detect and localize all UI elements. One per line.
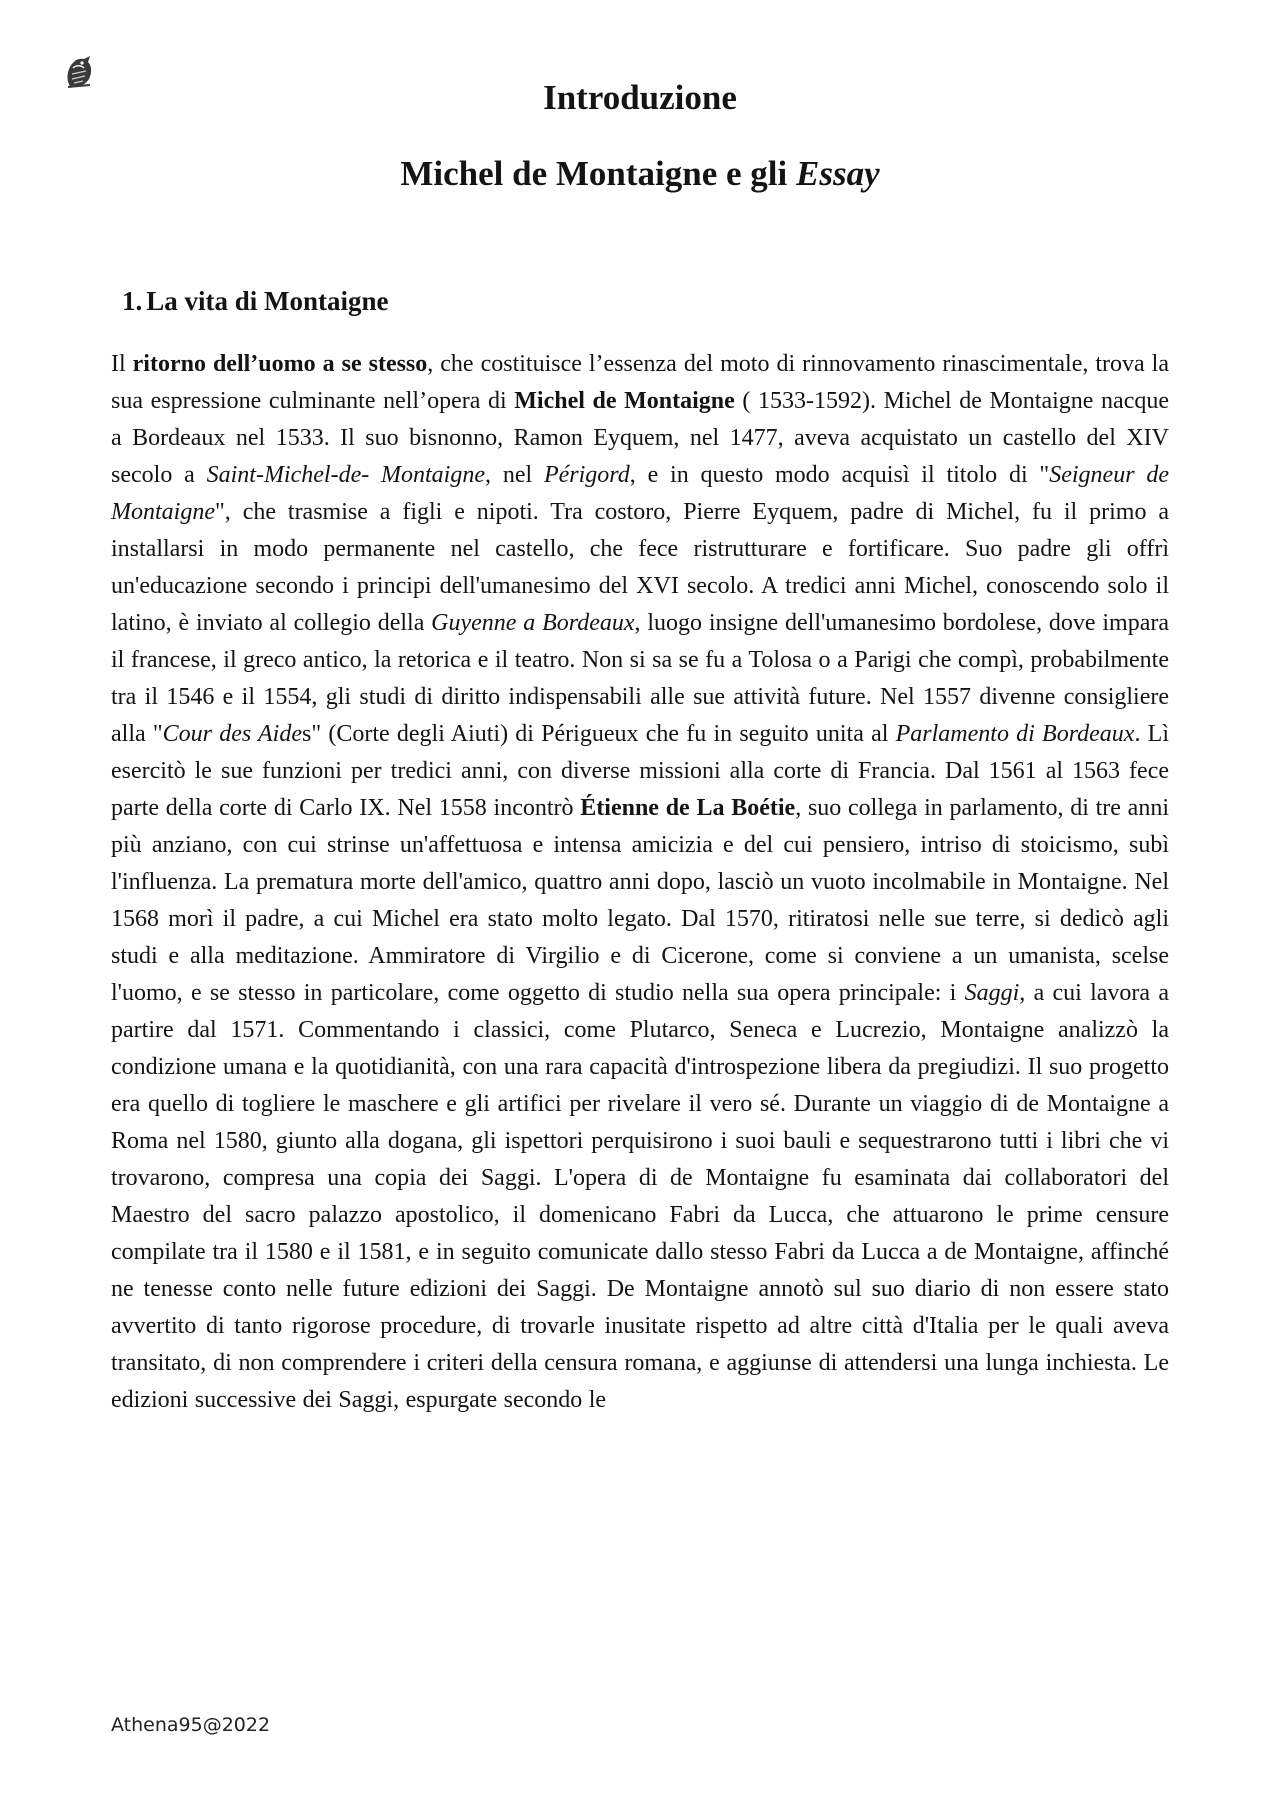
italic-work: Saggi: [964, 980, 1020, 1006]
text-run: ", che trasmise a figli e nipoti. Tra costoro, Pierre Eyquem, padre di Michel, fu il primo a installarsi in modo permanente nel castello, che fece ristrutturare e fortificare. Suo padre gli offrì un'educazione secondo i principi dell'umanesimo del XVI secolo. A tredici anni Michel, conoscendo solo il latino, è inviato al collegio della: [111, 499, 1169, 636]
text-run: , e in questo modo acquisì il titolo di ": [629, 462, 1050, 488]
footer-credit: Athena95@2022: [111, 1714, 271, 1736]
bold-name: Michel de Montaigne: [514, 388, 735, 414]
italic-title: Seigneur de Montaigne: [111, 462, 1170, 525]
italic-place: Guyenne a Bordeaux: [431, 610, 635, 636]
text-run: , che costituisce l’essenza del moto di rinnovamento rinascimentale, trova la sua espressione culminante nell’opera di: [111, 351, 1169, 414]
subtitle-italic: Essay: [796, 154, 880, 193]
document-subtitle: [0, 154, 1280, 194]
bold-phrase: ritorno dell’uomo a se stesso: [132, 351, 428, 377]
italic-institution: Parlamento di Bordeaux: [895, 721, 1135, 747]
text-run: , suo collega in parlamento, di tre anni più anziano, con cui strinse un'affettuosa e intensa amicizia e del cui pensiero, intriso di stoicismo, subì l'influenza. La prematura morte dell'amico, quattro anni dopo, lasciò un vuoto incolmabile in Montaigne. Nel 1568 morì il padre, a cui Michel era stato molto legato. Dal 1570, ritiratosi nelle sue terre, si dedicò agli studi e alla meditazione. Ammiratore di Virgilio e di Cicerone, come si conviene a un umanista, scelse l'uomo, e se stesso in particolare, come oggetto di studio nella sua opera principale: i: [111, 795, 1169, 1006]
text-run: , luogo insigne dell'umanesimo bordolese, dove impara il francese, il greco antico, la retorica e il teatro. Non si sa se fu a Tolosa o a Parigi che compì, probabilmente tra il 1546 e il 1554, gli studi di diritto indispensabili alle sue attività future. Nel 1557 divenne consigliere alla ": [111, 610, 1170, 747]
section-number: 1.: [122, 286, 143, 316]
text-run: , nel: [485, 462, 544, 488]
section-heading: [122, 286, 389, 317]
text-run: ( 1533-1592). Michel de Montaigne nacque a Bordeaux nel 1533. Il suo bisnonno, Ramon Eyquem, nel 1477, aveva acquistato un castello del XIV secolo a: [111, 388, 1170, 488]
text-run: . Lì esercitò le sue funzioni per tredici anni, con diverse missioni alla corte di Francia. Dal 1561 al 1563 fece parte della corte di Carlo IX. Nel 1558 incontrò: [111, 721, 1170, 821]
italic-institution: Cour des Aide: [162, 721, 302, 747]
document-title: Introduzione: [543, 78, 737, 117]
text-run: s" (Corte degli Aiuti) di Périgueux che fu in seguito unita al: [301, 721, 896, 747]
body-paragraph: [111, 346, 1169, 1419]
subtitle-text: Michel de Montaigne e gli: [400, 154, 796, 193]
text-run: Il: [111, 351, 133, 377]
section-title: La vita di Montaigne: [146, 286, 389, 316]
italic-place: Saint-Michel-de- Montaigne: [206, 462, 486, 488]
italic-place: Périgord: [543, 462, 630, 488]
text-run: , a cui lavora a partire dal 1571. Commentando i classici, come Plutarco, Seneca e Lucrezio, Montaigne analizzò la condizione umana e la quotidianità, con una rara capacità d'introspezione libera da pregiudizi. Il suo progetto era quello di togliere le maschere e gli artifici per rivelare il vero sé. Durante un viaggio di de Montaigne a Roma nel 1580, giunto alla dogana, gli ispettori perquisirono i suoi bauli e sequestrarono tutti i libri che vi trovarono, compresa una copia dei Saggi. L'opera di de Montaigne fu esaminata dai collaboratori del Maestro del sacro palazzo apostolico, il domenicano Fabri da Lucca, che attuarono le prime censure compilate tra il 1580 e il 1581, e in seguito comunicate dallo stesso Fabri da Lucca a de Montaigne, affinché ne tenesse conto nelle future edizioni dei Saggi. De Montaigne annotò sul suo diario di non essere stato avvertito di tanto rigorose procedure, di trovarle inusitate rispetto ad altre città d'Italia per le quali aveva transitato, di non comprendere i criteri della censura romana, e aggiunse di attendersi una lunga inchiesta. Le edizioni successive dei Saggi, espurgate secondo le: [111, 980, 1170, 1413]
bold-name: Étienne de La Boétie: [580, 795, 796, 821]
